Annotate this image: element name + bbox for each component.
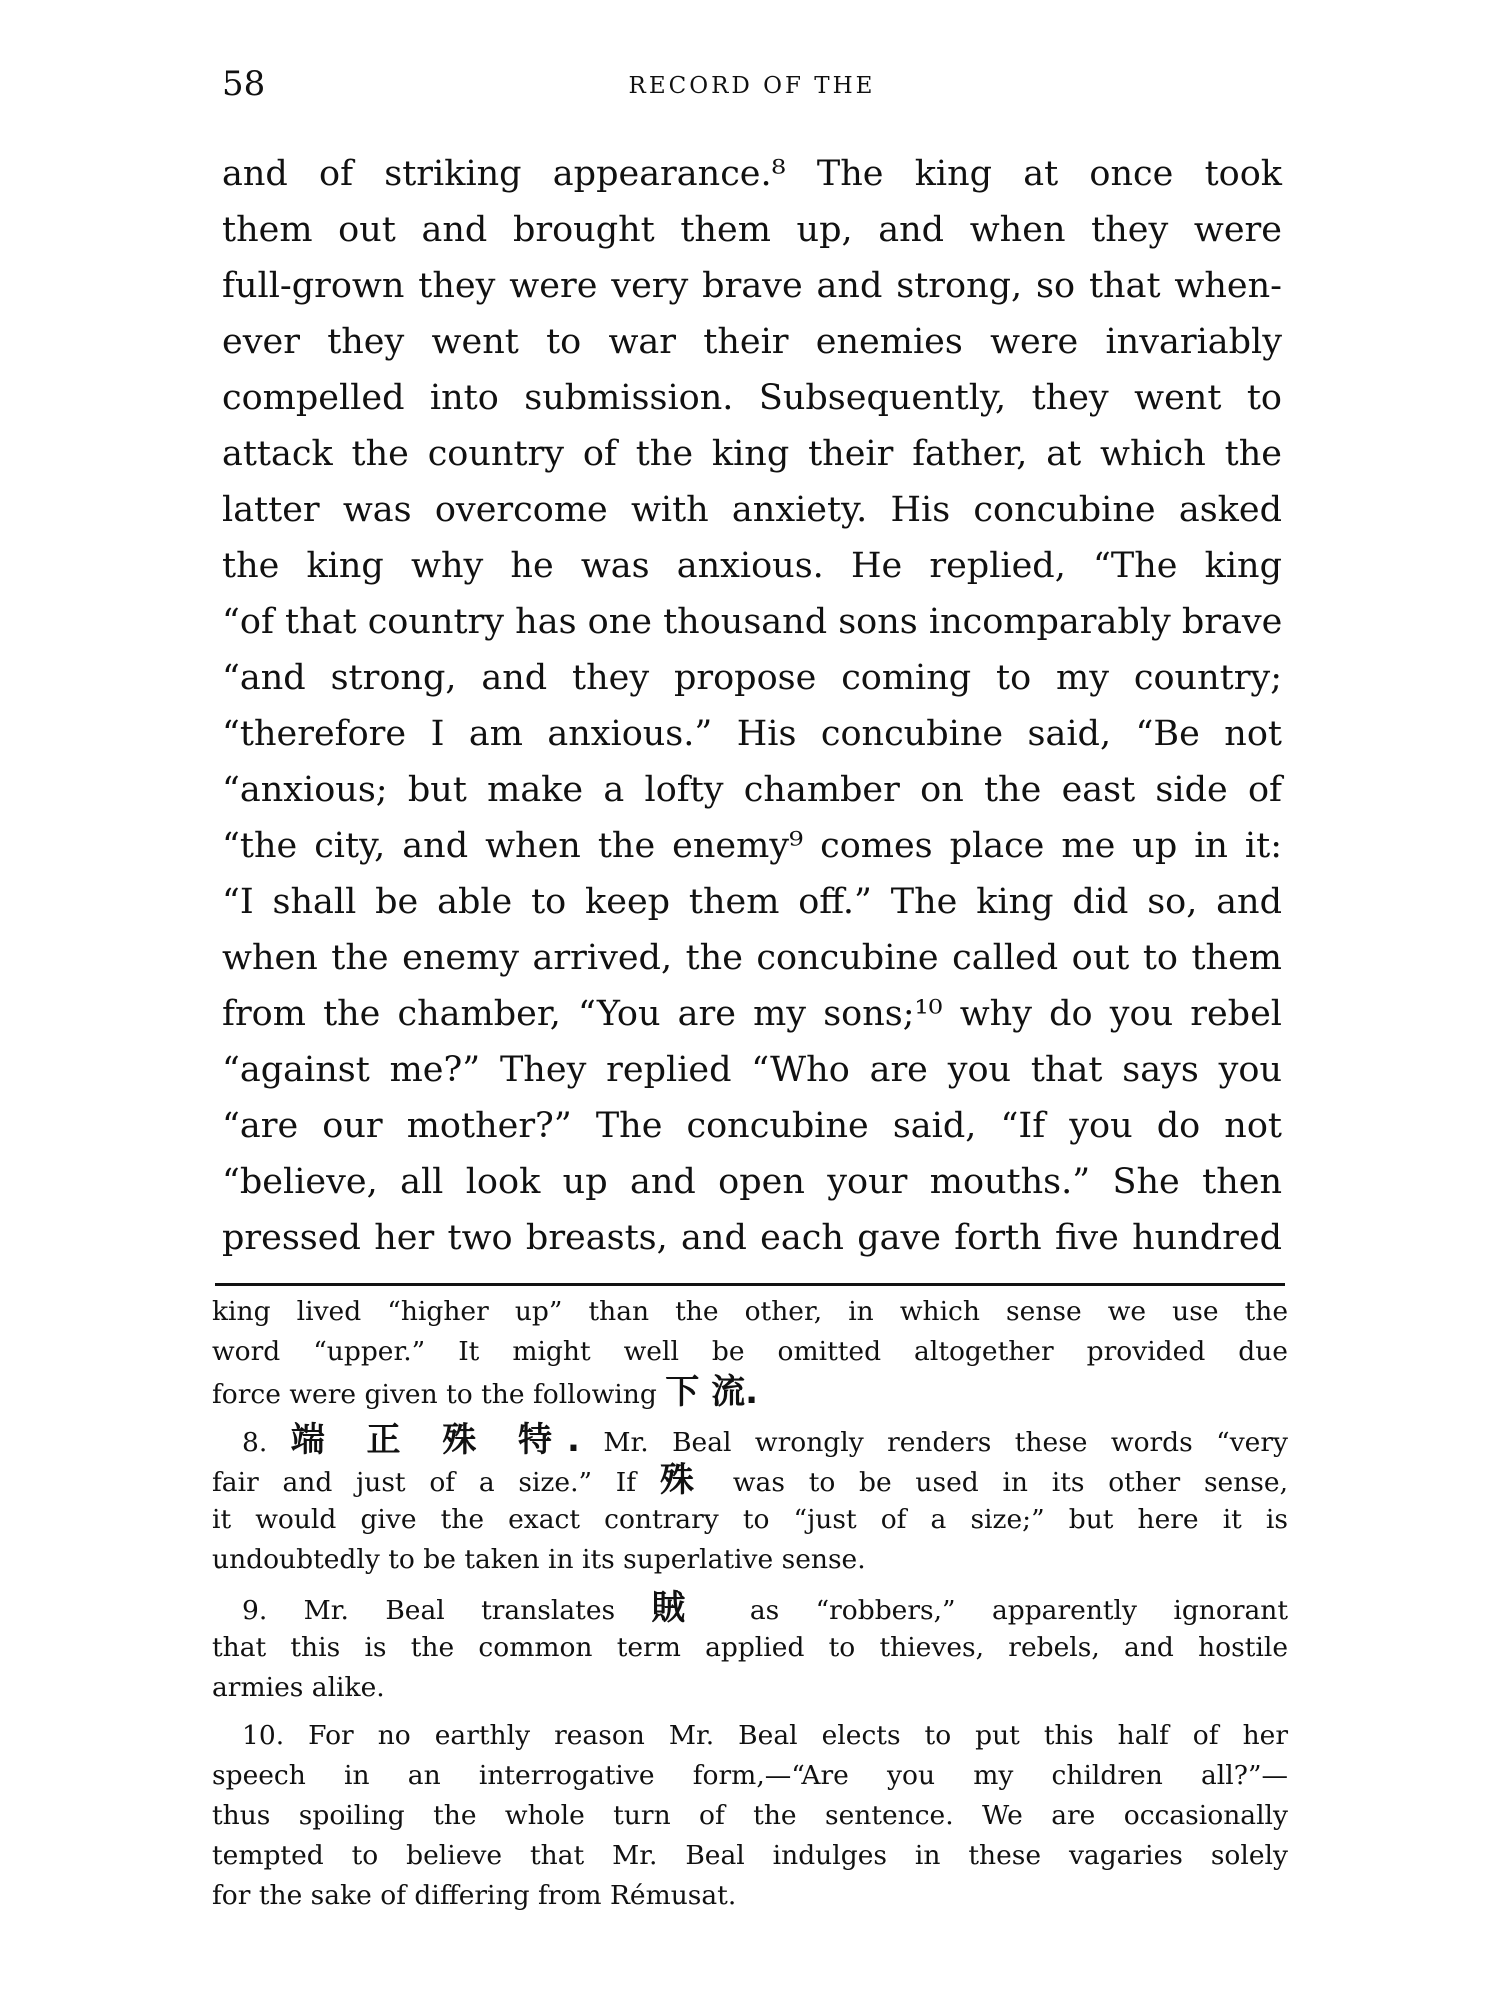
footnote-text: Mr. Beal wrongly renders these words “very	[603, 1427, 1288, 1458]
footnote-line: for the sake of differing from Rémusat.	[212, 1880, 737, 1911]
footnote-text: 9. Mr. Beal translates	[242, 1595, 616, 1626]
footnote-rule	[215, 1283, 1285, 1286]
body-line: “therefore I am anxious.” His concubine said, “Be not	[222, 714, 1282, 754]
body-line: latter was overcome with anxiety. His concubine asked	[222, 490, 1282, 530]
footnote-line: tempted to believe that Mr. Beal indulges in these vagaries solely	[212, 1840, 1288, 1871]
body-line: “believe, all look up and open your mouths.” She then	[222, 1162, 1282, 1202]
page-number: 58	[222, 64, 266, 104]
body-line: “the city, and when the enemy⁹ comes place me up in it:	[222, 826, 1282, 866]
footnote-9	[212, 1588, 1288, 1628]
chinese-characters: 端 正 殊 特.	[290, 1420, 580, 1460]
body-line: when the enemy arrived, the concubine called out to them	[222, 938, 1282, 978]
body-line: from the chamber, “You are my sons;¹⁰ why do you rebel	[222, 994, 1282, 1034]
footnote-line	[212, 1460, 1288, 1500]
chinese-character: 賊	[651, 1588, 714, 1628]
body-line: “are our mother?” The concubine said, “If you do not	[222, 1106, 1282, 1146]
body-line: pressed her two breasts, and each gave forth five hundred	[222, 1218, 1282, 1258]
chinese-characters: 下 流.	[665, 1372, 759, 1412]
footnote-line: that this is the common term applied to thieves, rebels, and hostile	[212, 1632, 1288, 1663]
footnote-line: armies alike.	[212, 1672, 385, 1703]
footnote-text: force were given to the following	[212, 1379, 657, 1410]
body-line: “I shall be able to keep them off.” The king did so, and	[222, 882, 1282, 922]
footnote-text: fair and just of a size.” If	[212, 1467, 637, 1498]
running-head	[222, 62, 1282, 106]
footnote-line: it would give the exact contrary to “just of a size;” but here it is	[212, 1504, 1288, 1535]
body-line: them out and brought them up, and when they were	[222, 210, 1282, 250]
body-line: “and strong, and they propose coming to my country;	[222, 658, 1282, 698]
footnote-line: king lived “higher up” than the other, in which sense we use the	[212, 1296, 1288, 1327]
body-text	[222, 146, 1282, 1266]
footnote-line	[212, 1372, 1288, 1412]
body-line: “anxious; but make a lofty chamber on the east side of	[222, 770, 1282, 810]
body-line: the king why he was anxious. He replied, “The king	[222, 546, 1282, 586]
footnote-text: was to be used in its other sense,	[732, 1467, 1289, 1498]
footnote-line: undoubtedly to be taken in its superlative sense.	[212, 1544, 866, 1575]
footnote-text: as “robbers,” apparently ignorant	[749, 1595, 1288, 1626]
body-line: full-grown they were very brave and strong, so that when-	[222, 266, 1282, 306]
footnotes	[212, 1292, 1288, 1916]
footnote-number: 8.	[242, 1427, 268, 1458]
body-line: ever they went to war their enemies were invariably	[222, 322, 1282, 362]
body-line: and of striking appearance.⁸ The king at once took	[222, 154, 1282, 194]
body-line: compelled into submission. Subsequently, they went to	[222, 378, 1282, 418]
chinese-character: 殊	[659, 1460, 710, 1500]
running-title: RECORD OF THE	[628, 73, 876, 99]
footnote-line: speech in an interrogative form,—“Are you my children all?”—	[212, 1760, 1288, 1791]
footnote-8	[212, 1420, 1288, 1460]
body-line: attack the country of the king their father, at which the	[222, 434, 1282, 474]
body-line: “of that country has one thousand sons incomparably brave	[222, 602, 1283, 642]
footnote-line: word “upper.” It might well be omitted altogether provided due	[212, 1336, 1288, 1367]
footnote-10: 10. For no earthly reason Mr. Beal elects to put this half of her	[242, 1720, 1288, 1751]
footnote-line: thus spoiling the whole turn of the sentence. We are occasionally	[212, 1800, 1288, 1831]
body-line: “against me?” They replied “Who are you that says you	[222, 1050, 1282, 1090]
